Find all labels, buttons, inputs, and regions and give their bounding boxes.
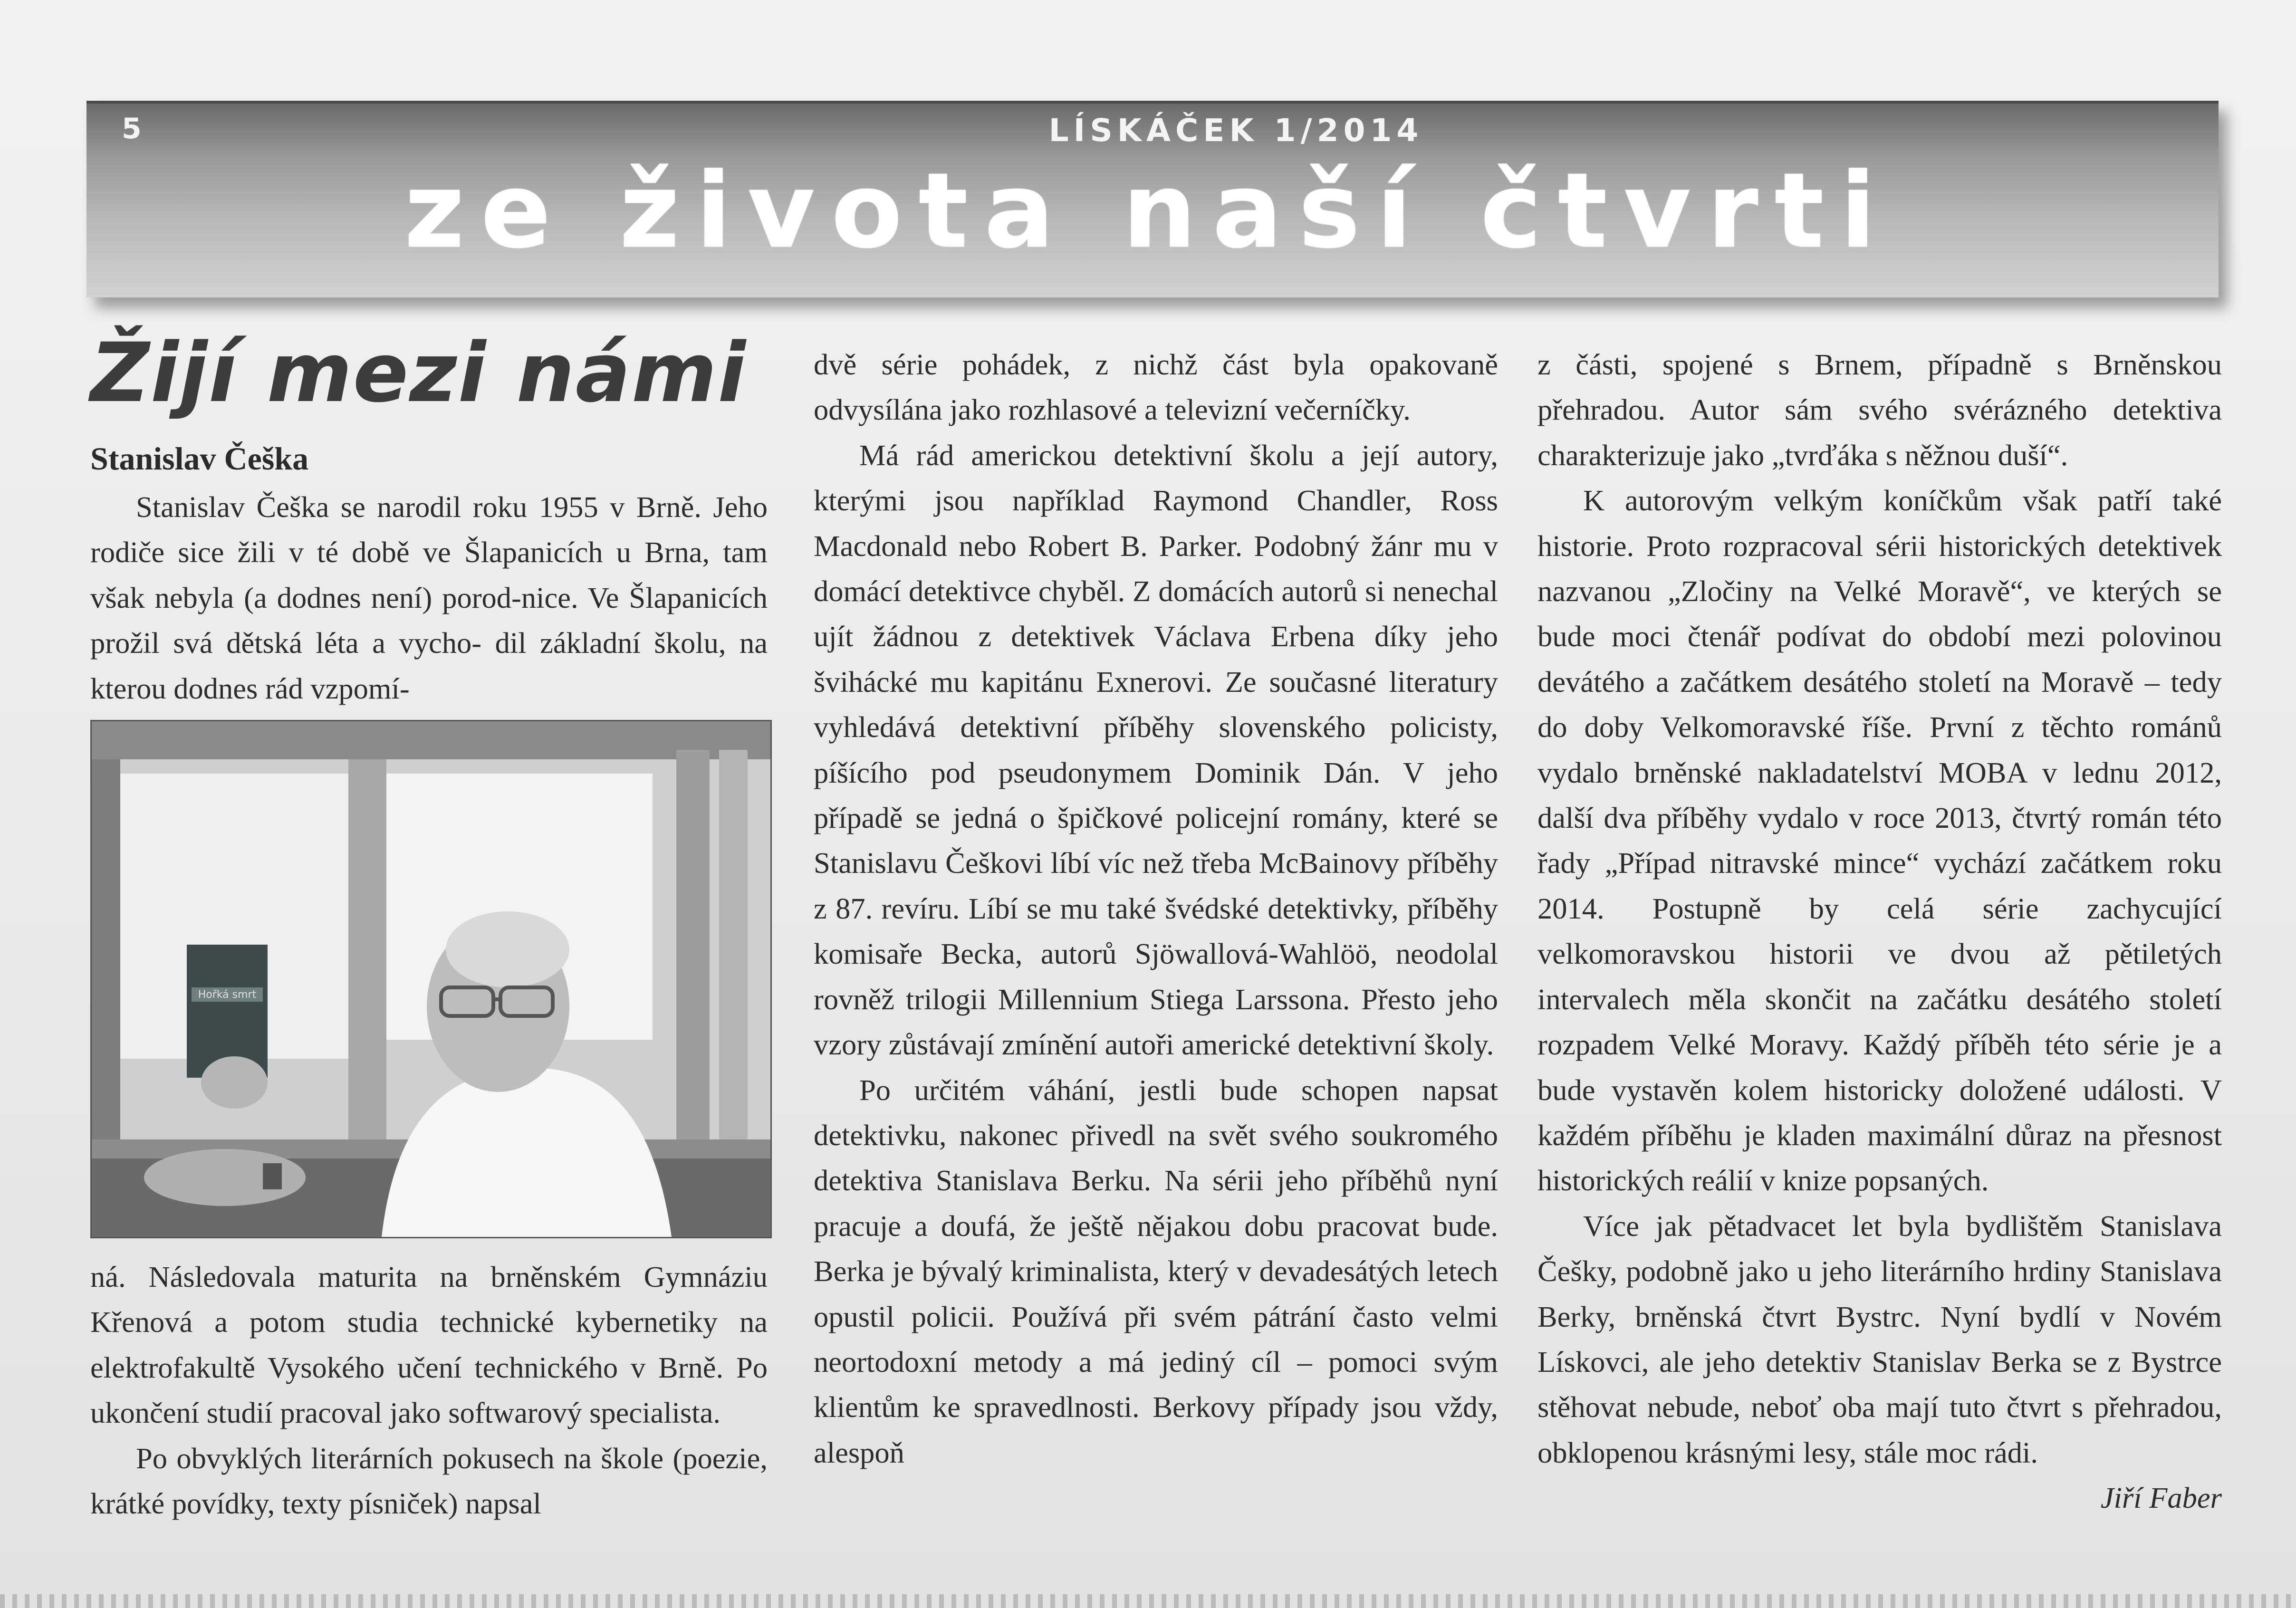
paragraph: Po určitém váhání, jestli bude schopen napsat detektivku, nakonec přivedl na svět svého soukromého detektiva Stanislava Berku. Na sérii jeho příběhů nyní pracuje a doufá, že ještě nějakou dobu pracovat bude. Berka je bývalý kriminalista, který v devadesátých letech opustil policii. Používá při svém pátrání často velmi neortodoxní metody a má jediný cíl – pomoci svým klientům ke spravedlnosti. Berkovy případy jsou vždy, alespoň	[814, 1073, 1498, 1469]
author-photo	[90, 720, 772, 1238]
paragraph: Více jak pětadvacet let byla bydlištěm Stanislava Češky, podobně jako u jeho literárního hrdiny Stanislava Berky, brněnská čtvrt Bystrc. Nyní bydlí v Novém Lískovci, ale jeho detektiv Stanislav Berka se z Bystrce stěhovat nebude, neboť oba mají tuto čtvrt s přehradou, obklopenou krásnými lesy, stále moc rádi.	[1537, 1209, 2222, 1469]
paragraph: ná. Následovala maturita na brněnském Gymnáziu Křenová a potom studia technické kybernetiky na elektrofakultě Vysokého učení technického v Brně. Po ukončení studií pracoval jako softwarový specialista.	[90, 1260, 768, 1430]
page-number: 5	[122, 112, 143, 145]
column-1-top	[90, 485, 768, 711]
paragraph: K autorovým velkým koníčkům však patří také historie. Proto rozpracoval sérii historických detektivek nazvanou „Zločiny na Velké Moravě“, ve kterých se bude moci čtenář podívat do období mezi polovinou devátého a začátkem desátého století na Moravě – tedy do doby Velkomoravské říše. První z těchto románů vydalo brněnské nakladatelství MOBA v lednu 2012, další dva příběhy vydalo v roce 2013, čtvrtý román této řady „Případ nitravské mince“ vychází začátkem roku 2014. Postupně by celá série zachycující velkomoravskou historii ve dvou až pětiletých intervalech měla skončit na začátku desátého století rozpadem Velké Moravy. Každý příběh této série je a bude vystavěn kolem historicky doložené události. V každém příběhu je kladen maximální důraz na přesnost historických reálií v knize popsaných.	[1537, 484, 2222, 1197]
article-title: Žijí mezi námi	[90, 325, 747, 421]
column-3	[1537, 342, 2222, 1521]
section-title: ze života naší čtvrti	[404, 151, 1892, 271]
paragraph: Má rád americkou detektivní školu a její autory, kterými jsou například Raymond Chandler, Ross Macdonald nebo Robert B. Parker. Podobný žánr mu v domácí detektivce chyběl. Z domácích autorů si nenechal ujít žádnou z detektivek Václava Erbena díky jeho švihácké mu kapitánu Exnerovi. Ze současné literatury vyhledává detektivní příběhy slovenského policisty, píšícího pod pseudonymem Dominik Dán. V jeho případě se jedná o špičkové policejní romány, které se Stanislavu Češkovi líbí víc než třeba McBainovy příběhy z 87. revíru. Líbí se mu také švédské detektivky, příběhy komisaře Becka, autorů Sjöwallová-Wahlöö, neodolal rovněž trilogii Millennium Stiega Larssona. Přesto jeho vzory zůstávají zmínění autoři americké detektivní školy.	[814, 438, 1498, 1062]
column-2	[814, 342, 1498, 1475]
page-bottom-edge	[0, 1594, 2296, 1608]
paragraph: Po obvyklých literárních pokusech na škole (poezie, krátké povídky, texty písniček) napsal	[90, 1441, 768, 1521]
article-author: Stanislav Češka	[90, 440, 309, 477]
article-signature: Jiří Faber	[2100, 1481, 2222, 1515]
issue-title: LÍSKÁČEK 1/2014	[1048, 112, 1423, 149]
paragraph: dvě série pohádek, z nichž část byla opakovaně odvysílána jako rozhlasové a televizní večerníčky.	[814, 348, 1498, 427]
photo-illustration	[92, 721, 770, 1237]
paragraph: Stanislav Češka se narodil roku 1955 v Brně. Jeho rodiče sice žili v té době ve Šlapanicích u Brna, tam však nebyla (a dodnes není) porod-nice. Ve Šlapanicích prožil svá dětská léta a vycho- dil základní školu, na kterou dodnes rád vzpomí-	[90, 490, 768, 705]
paragraph: z části, spojené s Brnem, případně s Brněnskou přehradou. Autor sám svého svérázného detektiva charakterizuje jako „tvrďáka s něžnou duší“.	[1537, 348, 2222, 472]
book-cover-text: Hořká smrt	[198, 989, 257, 1001]
signature-line	[1537, 1475, 2222, 1521]
column-1-bottom	[90, 1254, 768, 1526]
